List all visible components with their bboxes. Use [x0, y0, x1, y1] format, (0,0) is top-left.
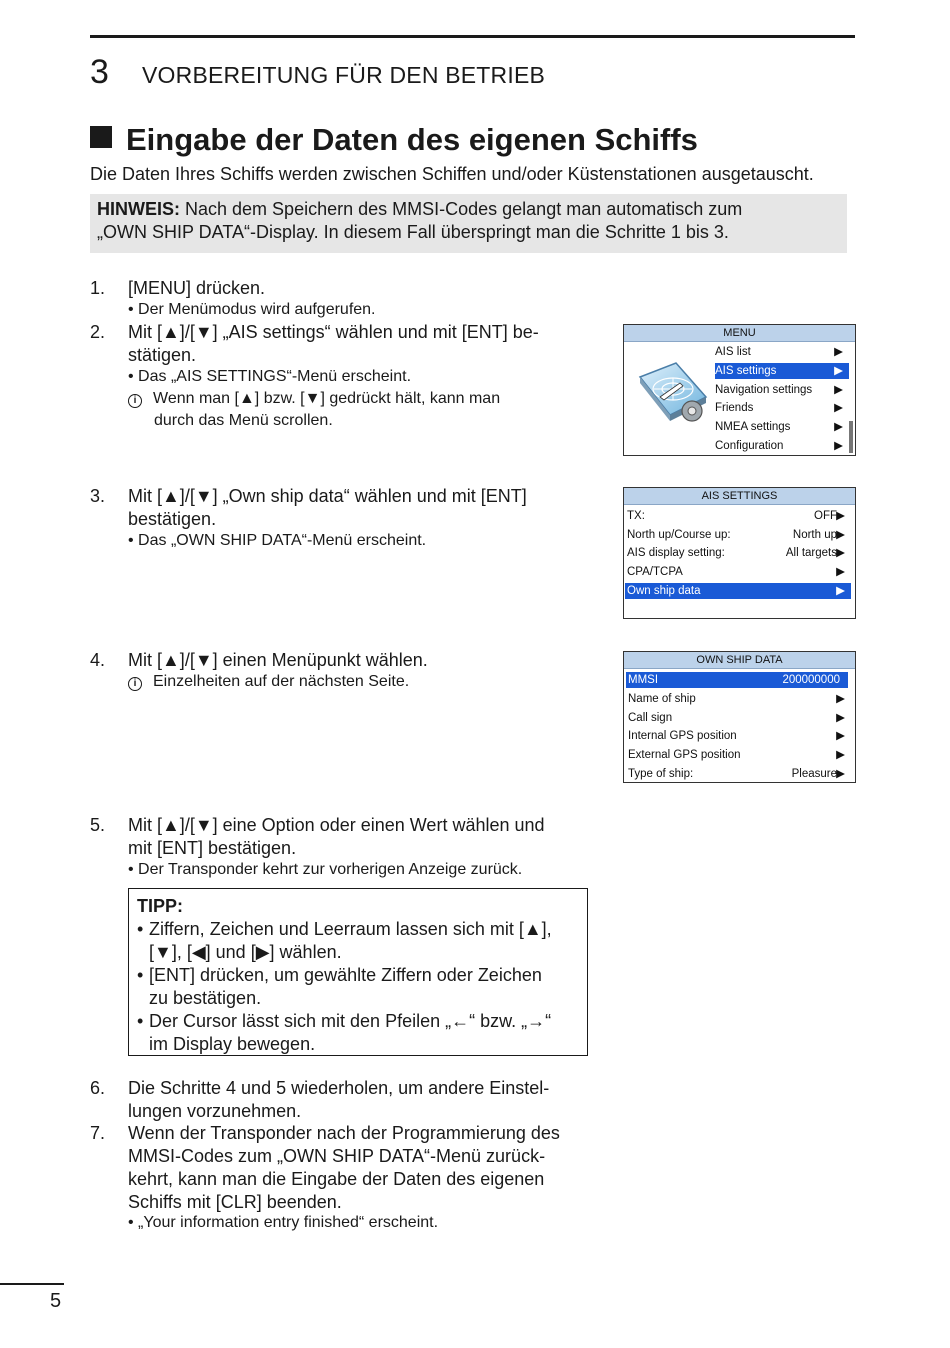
step-4-info: i Einzelheiten auf der nächsten Seite.	[128, 671, 409, 693]
own-ship-data-title: OWN SHIP DATA	[624, 652, 855, 669]
step-5-result: • Der Transponder kehrt zur vorherigen Anzeige zurück.	[128, 861, 523, 878]
ais-settings-screen	[623, 487, 856, 619]
menu-item-configuration[interactable]: Configuration ▶	[715, 440, 843, 452]
tip-title: TIPP:	[137, 896, 184, 916]
menu-scrollbar[interactable]	[849, 421, 853, 453]
footer-rule	[0, 1283, 64, 1285]
step-2-info: i Wenn man [▲] bzw. [▼] gedrückt hält, kann man durch das Menü scrollen.	[128, 388, 500, 410]
note-line-1: Nach dem Speichern des MMSI-Codes gelangt man automatisch zum	[185, 199, 743, 219]
ais-settings-title: AIS SETTINGS	[624, 488, 855, 505]
tip-item-3: • Der Cursor lässt sich mit den Pfeilen „←“ bzw. „→“ im Display bewegen.	[137, 1011, 552, 1054]
top-rule	[90, 35, 855, 38]
own-item-type-of-ship[interactable]: Type of ship: Pleasure ▶	[628, 768, 845, 780]
tip-item-1: • Ziffern, Zeichen und Leerraum lassen sich mit [▲], [▼], [◀] und [▶] wählen.	[137, 919, 552, 962]
section-title: Eingabe der Daten des eigenen Schiffs	[90, 120, 698, 160]
ais-item-cpa-tcpa[interactable]: CPA/TCPA ▶	[627, 566, 845, 578]
step-3-result: • Das „OWN SHIP DATA“-Menü erscheint.	[128, 532, 427, 549]
ais-item-display-setting[interactable]: AIS display setting: All targets ▶	[627, 547, 845, 559]
tip-box	[128, 888, 588, 1056]
ais-item-own-ship-data[interactable]: Own ship data ▶	[625, 583, 851, 599]
own-ship-data-screen	[623, 651, 856, 783]
own-item-internal-gps[interactable]: Internal GPS position ▶	[628, 730, 845, 742]
own-item-name-of-ship[interactable]: Name of ship ▶	[628, 693, 845, 705]
ais-radar-icon	[630, 359, 714, 435]
menu-screen-title: MENU	[624, 325, 855, 342]
own-item-external-gps[interactable]: External GPS position ▶	[628, 749, 845, 761]
page-number: 5	[50, 1290, 62, 1312]
menu-item-ais-list[interactable]: AIS list ▶	[715, 346, 843, 358]
step-1-result: • Der Menümodus wird aufgerufen.	[128, 301, 376, 318]
chapter-title: VORBEREITUNG FÜR DEN BETRIEB	[142, 62, 546, 88]
menu-item-friends[interactable]: Friends ▶	[715, 402, 843, 414]
own-item-call-sign[interactable]: Call sign ▶	[628, 712, 845, 724]
menu-item-navigation-settings[interactable]: Navigation settings ▶	[715, 384, 843, 396]
intro-text: Die Daten Ihres Schiffs werden zwischen Schiffen und/oder Küstenstationen ausgetauscht.	[90, 164, 814, 184]
tip-item-2: • [ENT] drücken, um gewählte Ziffern oder Zeichen zu bestätigen.	[137, 965, 542, 1008]
note-box	[90, 194, 847, 253]
info-icon: i	[128, 394, 142, 408]
info-icon: i	[128, 677, 142, 691]
step-7-result: • „Your information entry finished“ erscheint.	[128, 1214, 439, 1231]
menu-screen	[623, 324, 856, 456]
step-2-result: • Das „AIS SETTINGS“-Menü erscheint.	[128, 368, 412, 385]
square-bullet-icon	[90, 126, 112, 148]
menu-item-nmea-settings[interactable]: NMEA settings ▶	[715, 421, 843, 433]
own-item-mmsi[interactable]: MMSI 200000000	[626, 672, 848, 688]
chapter-number: 3	[90, 53, 109, 91]
ais-item-tx[interactable]: TX: OFF ▶	[627, 510, 845, 522]
note-line-2: „OWN SHIP DATA“-Display. In diesem Fall überspringt man die Schritte 1 bis 3.	[97, 222, 729, 242]
note-label: HINWEIS:	[97, 199, 180, 219]
ais-item-north-up[interactable]: North up/Course up: North up ▶	[627, 529, 845, 541]
menu-item-ais-settings[interactable]: AIS settings ▶	[715, 363, 849, 379]
